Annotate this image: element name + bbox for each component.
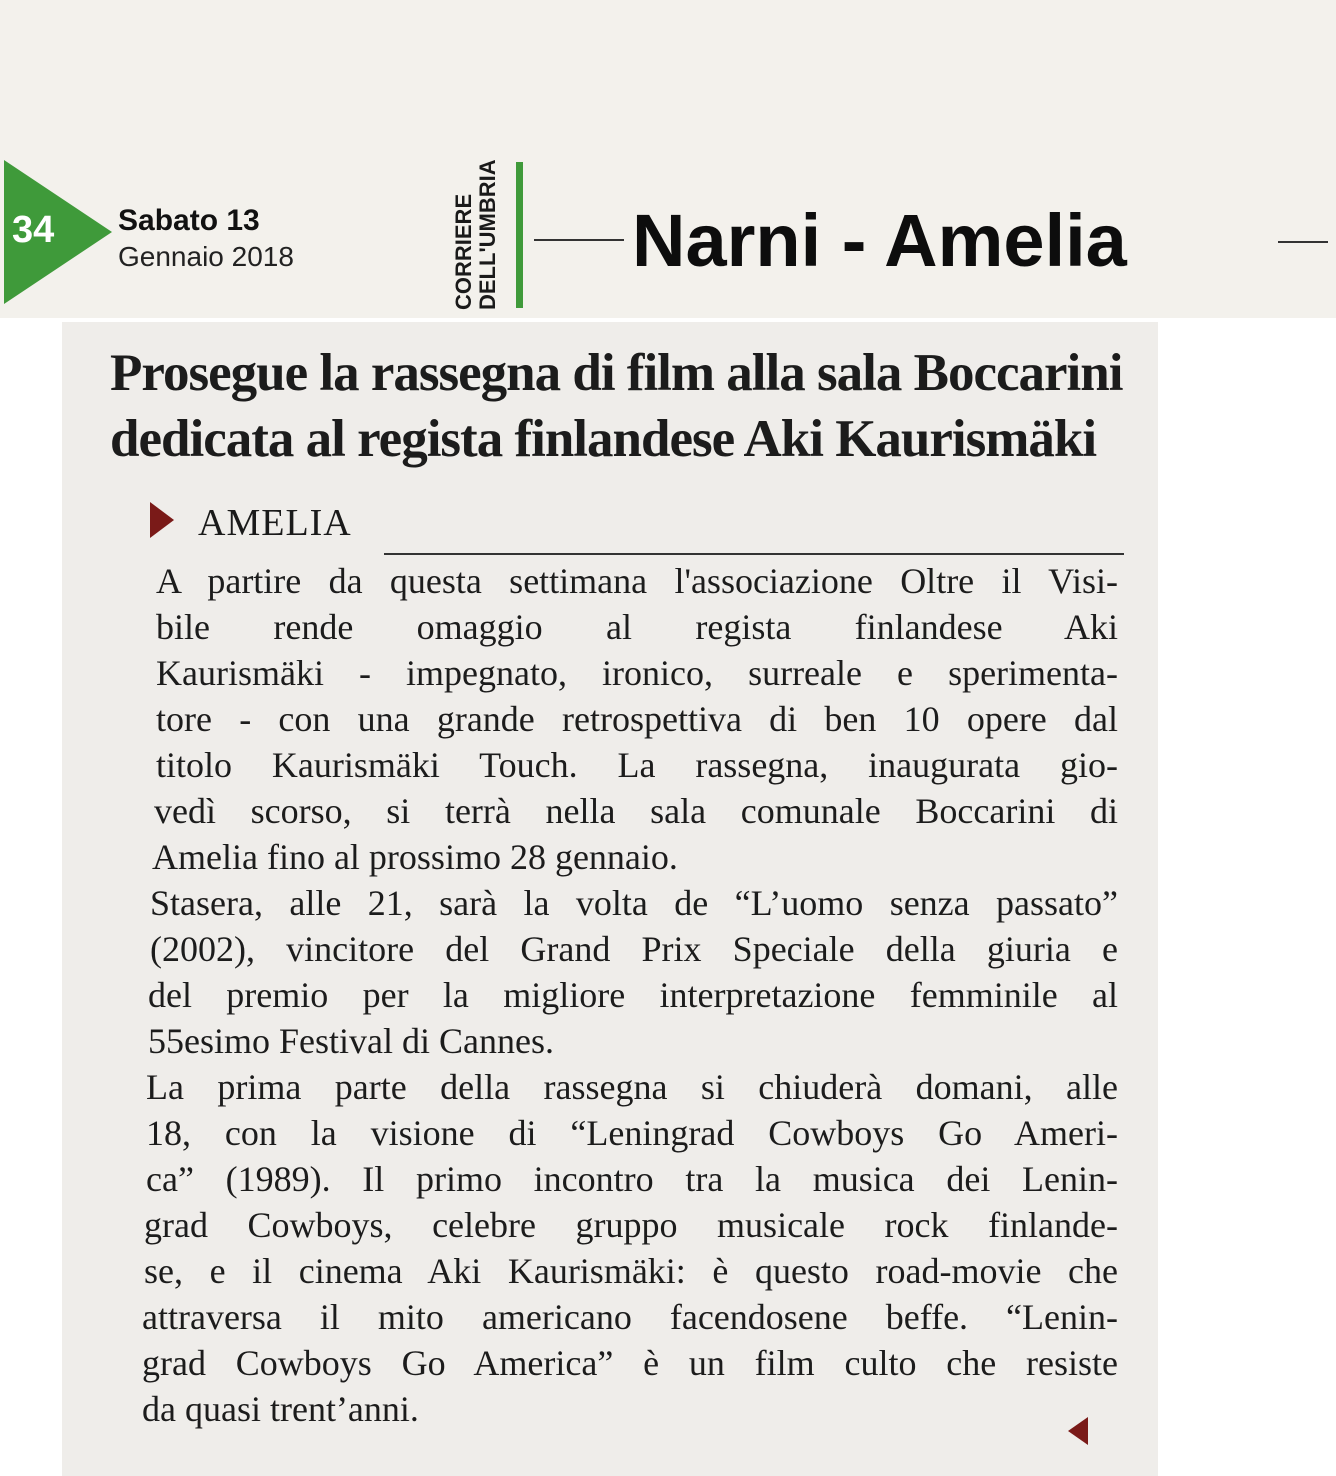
body-line: ca” (1989). Il primo incontro tra la musica dei Lenin- bbox=[146, 1159, 1118, 1199]
body-line: grad Cowboys Go America” è un film culto che resiste bbox=[142, 1343, 1118, 1383]
body-line: vedì scorso, si terrà nella sala comunale Boccarini di bbox=[154, 791, 1118, 831]
body-line: tore - con una grande retrospettiva di ben 10 opere dal bbox=[156, 699, 1118, 739]
body-line: Stasera, alle 21, sarà la volta de “L’uomo senza passato” bbox=[150, 883, 1118, 923]
locator-rule bbox=[384, 553, 1124, 555]
body-line: grad Cowboys, celebre gruppo musicale rock finlande- bbox=[144, 1205, 1118, 1245]
masthead-accent-bar bbox=[516, 162, 523, 308]
body-line: del premio per la migliore interpretazione femminile al bbox=[148, 975, 1118, 1015]
body-line: bile rende omaggio al regista finlandese Aki bbox=[156, 607, 1118, 647]
section-rule-right bbox=[1278, 241, 1328, 243]
masthead-line1: CORRIERE bbox=[451, 193, 476, 310]
body-line: se, e il cinema Aki Kaurismäki: è questo road-movie che bbox=[144, 1251, 1118, 1291]
body-line: da quasi trent’anni. bbox=[142, 1389, 419, 1429]
issue-date-month-year: Gennaio 2018 bbox=[118, 241, 294, 272]
page-margin bbox=[1160, 318, 1336, 1476]
article-locator: AMELIA bbox=[198, 502, 352, 544]
newspaper-masthead bbox=[452, 160, 522, 310]
article-headline bbox=[110, 340, 1150, 472]
body-line: A partire da questa settimana l'associazione Oltre il Visi- bbox=[156, 561, 1118, 601]
end-of-article-arrow-icon bbox=[1068, 1417, 1088, 1445]
body-line: 18, con la visione di “Leningrad Cowboys Go Ameri- bbox=[146, 1113, 1118, 1153]
body-line: attraversa il mito americano facendosene beffe. “Lenin- bbox=[142, 1297, 1118, 1337]
section-rule-left bbox=[534, 239, 624, 241]
article-body bbox=[142, 558, 1118, 1432]
masthead-line2: DELL'UMBRIA bbox=[475, 159, 500, 310]
body-line: Amelia fino al prossimo 28 gennaio. bbox=[152, 837, 678, 877]
body-line: Kaurismäki - impegnato, ironico, surreale e sperimenta- bbox=[156, 653, 1118, 693]
headline-line: Prosegue la rassegna di film alla sala Boccarini bbox=[110, 344, 1123, 402]
body-line: 55esimo Festival di Cannes. bbox=[148, 1021, 554, 1061]
issue-date-day: Sabato 13 bbox=[118, 204, 260, 237]
headline-line: dedicata al regista finlandese Aki Kaurismäki bbox=[110, 410, 1097, 468]
body-line: La prima parte della rassegna si chiuderà domani, alle bbox=[146, 1067, 1118, 1107]
page-number: 34 bbox=[12, 209, 55, 251]
body-line: titolo Kaurismäki Touch. La rassegna, inaugurata gio- bbox=[156, 745, 1118, 785]
section-title: Narni - Amelia bbox=[632, 199, 1127, 282]
locator-arrow-icon bbox=[150, 502, 174, 538]
body-line: (2002), vincitore del Grand Prix Speciale della giuria e bbox=[150, 929, 1118, 969]
